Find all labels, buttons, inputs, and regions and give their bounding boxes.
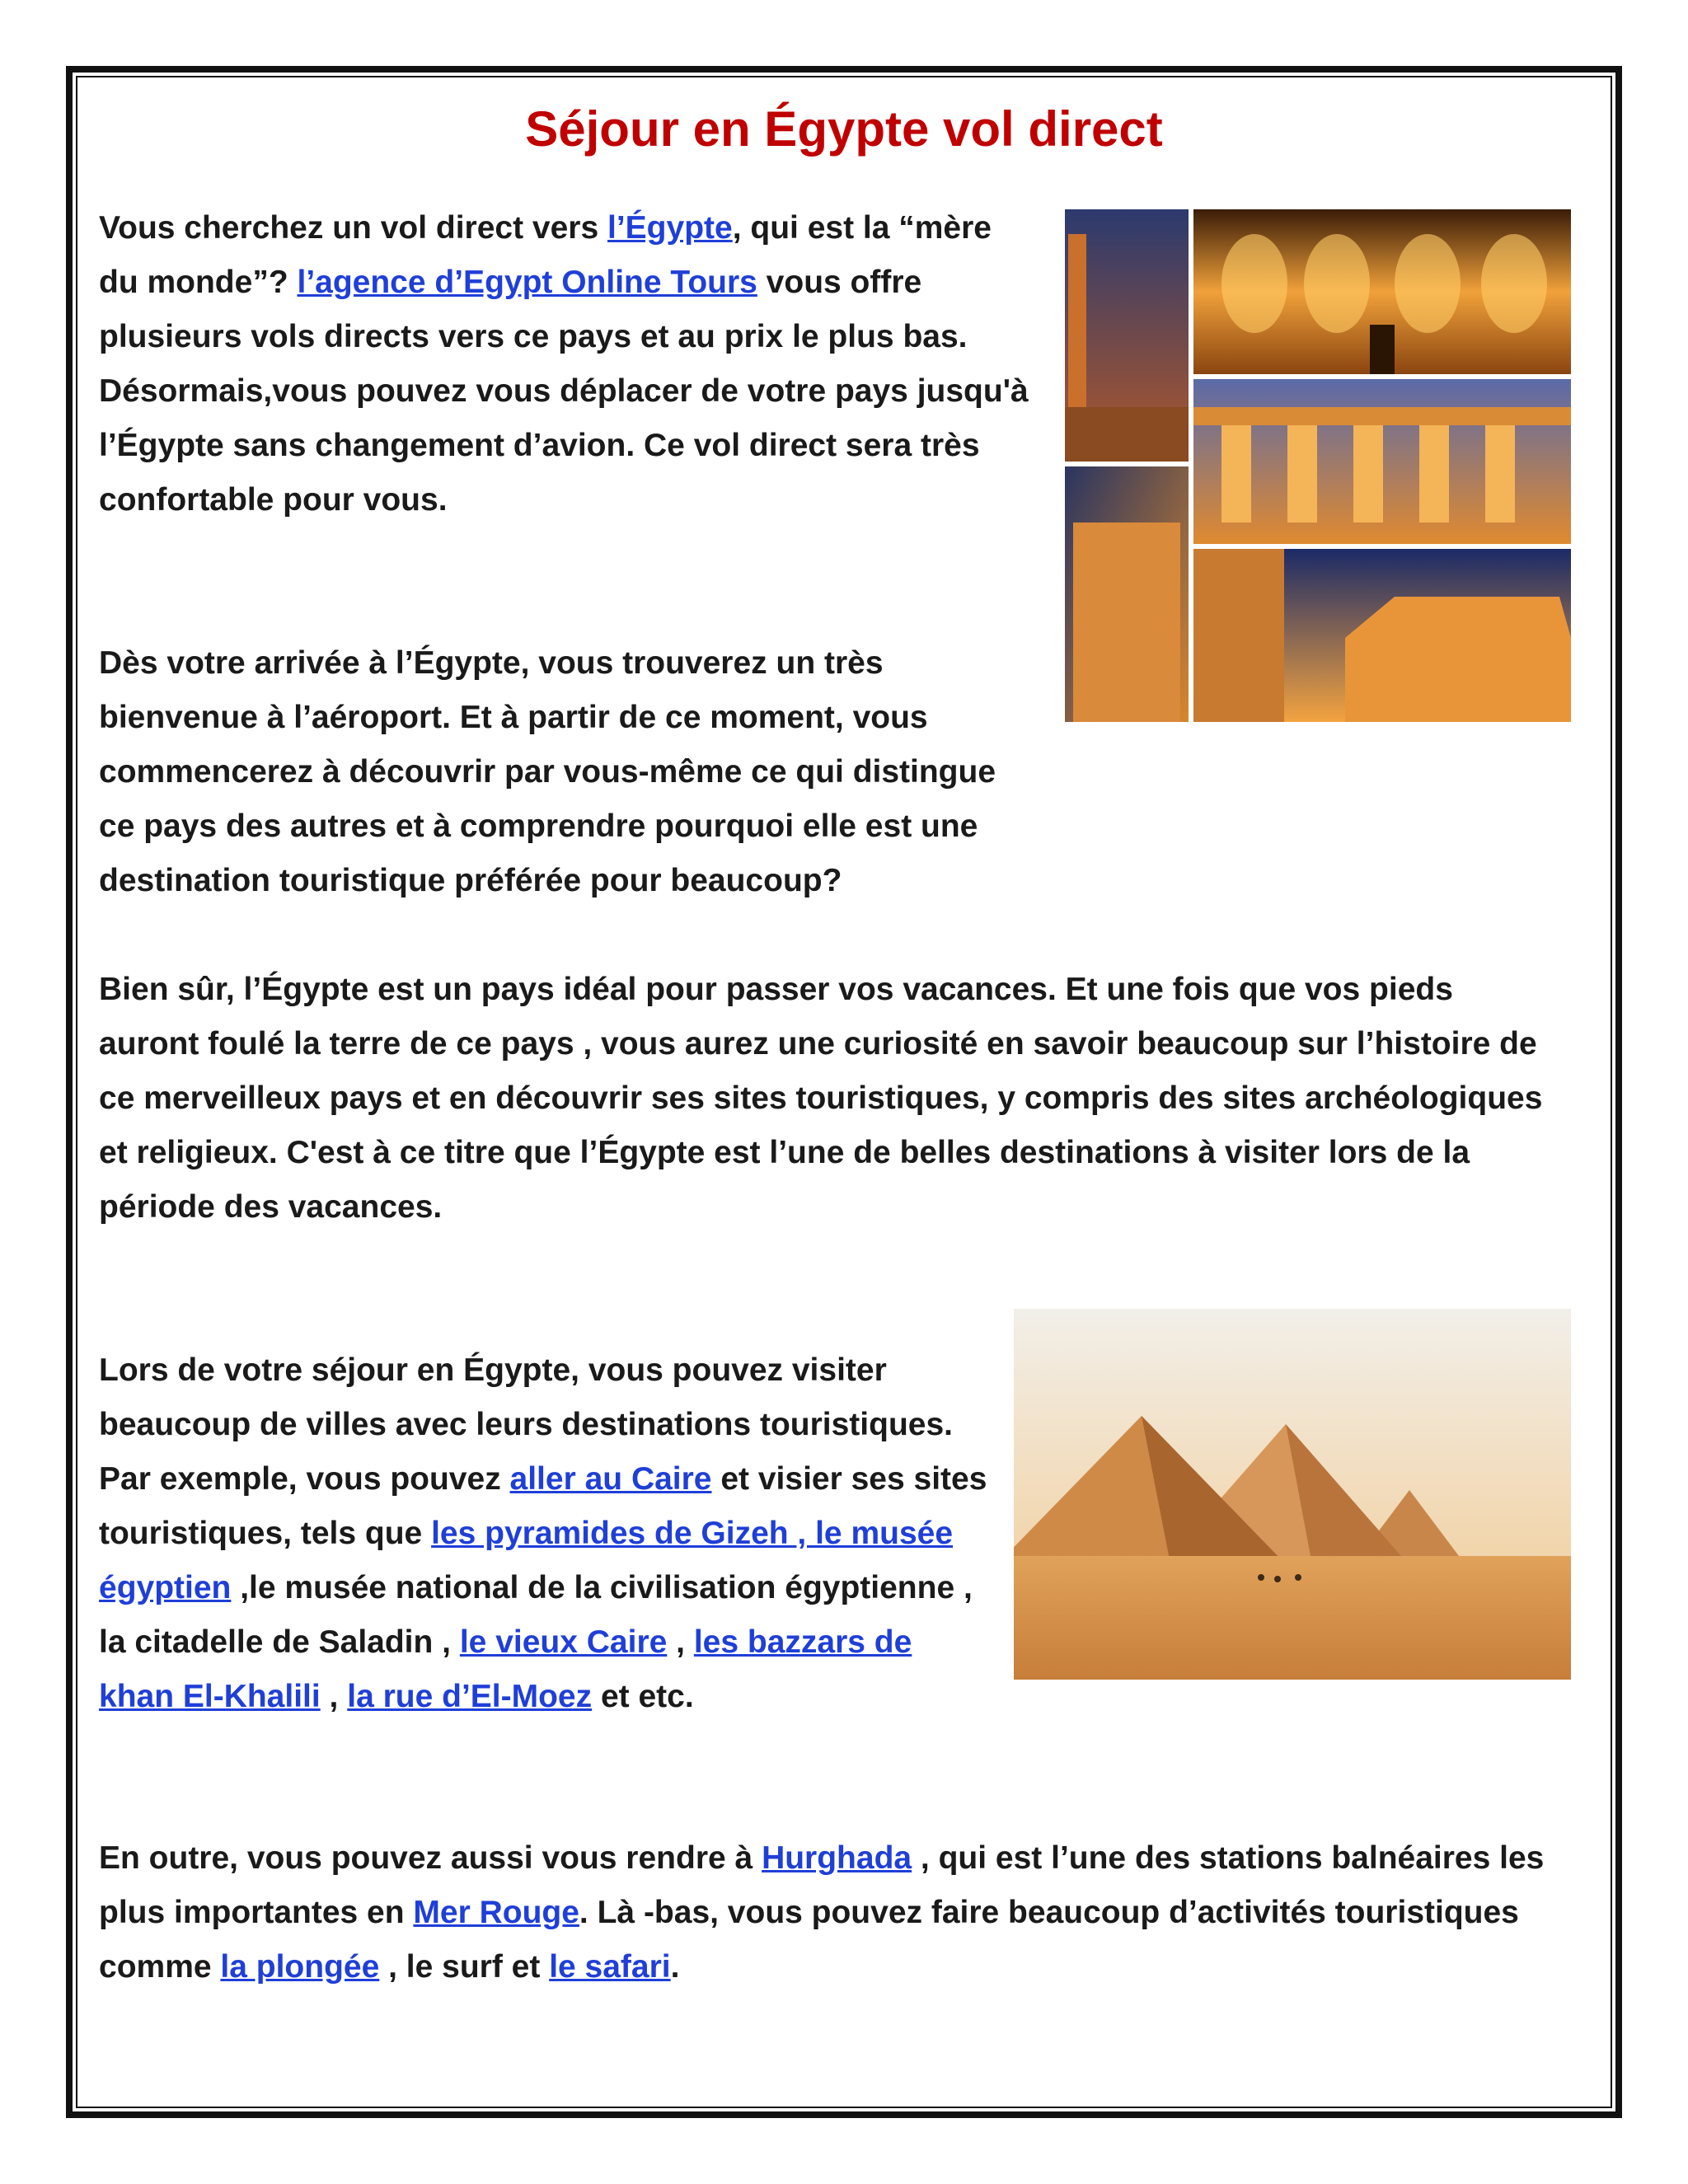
link-hurghada[interactable]: Hurghada bbox=[762, 1840, 912, 1876]
link-aller-au-caire[interactable]: aller au Caire bbox=[509, 1461, 712, 1497]
text: En outre, vous pouvez aussi vous rendre à bbox=[99, 1840, 762, 1876]
text: Lors de votre séjour en Égypte, vous pouvez visiter beaucoup de villes avec leurs destinations touristiques. Par exemple, vous pouvez bbox=[99, 1352, 953, 1497]
text: Vous cherchez un vol direct vers bbox=[99, 210, 607, 246]
link-rue-el-moez[interactable]: la rue d’El-Moez bbox=[347, 1679, 593, 1714]
link-khan-el-khalili[interactable]: les bazzars de khan El-Khalili bbox=[99, 1624, 912, 1714]
paragraph-hurghada bbox=[99, 1831, 1550, 1994]
text: , bbox=[320, 1679, 348, 1714]
text: Bien sûr, l’Égypte est un pays idéal pour passer vos vacances. Et une fois que vos pieds auront foulé la terre de ce pays , vous aurez une curiosité en savoir beaucoup sur l’histoire de ce merveilleux pays et en découvrir ses sites touristiques, y compris des sites archéologiques et religieux. C'est à ce titre que l’Égypte est l’une de belles destinations à visiter lors de la période des vacances. bbox=[99, 972, 1543, 1225]
text: , le surf et bbox=[379, 1949, 550, 1985]
paragraph-cairo bbox=[99, 1343, 989, 1724]
paragraph-arrival bbox=[99, 636, 1492, 908]
text: et visier ses sites touristiques, tels que bbox=[99, 1461, 987, 1551]
text: , bbox=[667, 1624, 694, 1660]
paragraph-intro bbox=[99, 201, 1030, 527]
text: . Là -bas, vous pouvez faire beaucoup d’activités touristiques comme bbox=[99, 1895, 1519, 1985]
link-pyramides-musee[interactable]: les pyramides de Gizeh , le musée égyptien bbox=[99, 1516, 954, 1605]
page-title: Séjour en Égypte vol direct bbox=[525, 101, 1163, 157]
link-egypte[interactable]: l’Égypte bbox=[607, 210, 733, 246]
text: , qui est l’une des stations balnéaires les plus importantes en bbox=[99, 1840, 1545, 1930]
paragraph-ideal-country bbox=[99, 963, 1550, 1235]
text: vous offre plusieurs vols directs vers ce pays et au prix le plus bas. Désormais,vous pouvez vous déplacer de votre pays jusqu'à l’Égypte sans changement d’avion. Ce vol direct sera très confortable pour vous. bbox=[99, 265, 1029, 518]
link-agence-egypt-online-tours[interactable]: l’agence d’Egypt Online Tours bbox=[297, 265, 757, 300]
link-vieux-caire[interactable]: le vieux Caire bbox=[459, 1624, 668, 1660]
text: et etc. bbox=[592, 1679, 694, 1714]
text: , qui est la “mère du monde”? bbox=[99, 210, 992, 300]
text: ,le musée national de la civilisation égyptienne , la citadelle de Saladin , bbox=[99, 1570, 973, 1660]
pyramids-image bbox=[1014, 1309, 1571, 1680]
link-la-plongee[interactable]: la plongée bbox=[220, 1949, 380, 1985]
text: . bbox=[670, 1949, 680, 1985]
link-mer-rouge[interactable]: Mer Rouge bbox=[413, 1895, 579, 1930]
link-le-safari[interactable]: le safari bbox=[549, 1949, 671, 1985]
text: Dès votre arrivée à l’Égypte, vous trouverez un très bienvenue à l’aéroport. Et à partir de ce moment, vous commencerez à découvrir par vous-même ce qui distingue ce pays des autres et à comprendre pourquoi elle est une destination touristique préférée pour beaucoup? bbox=[99, 645, 996, 898]
